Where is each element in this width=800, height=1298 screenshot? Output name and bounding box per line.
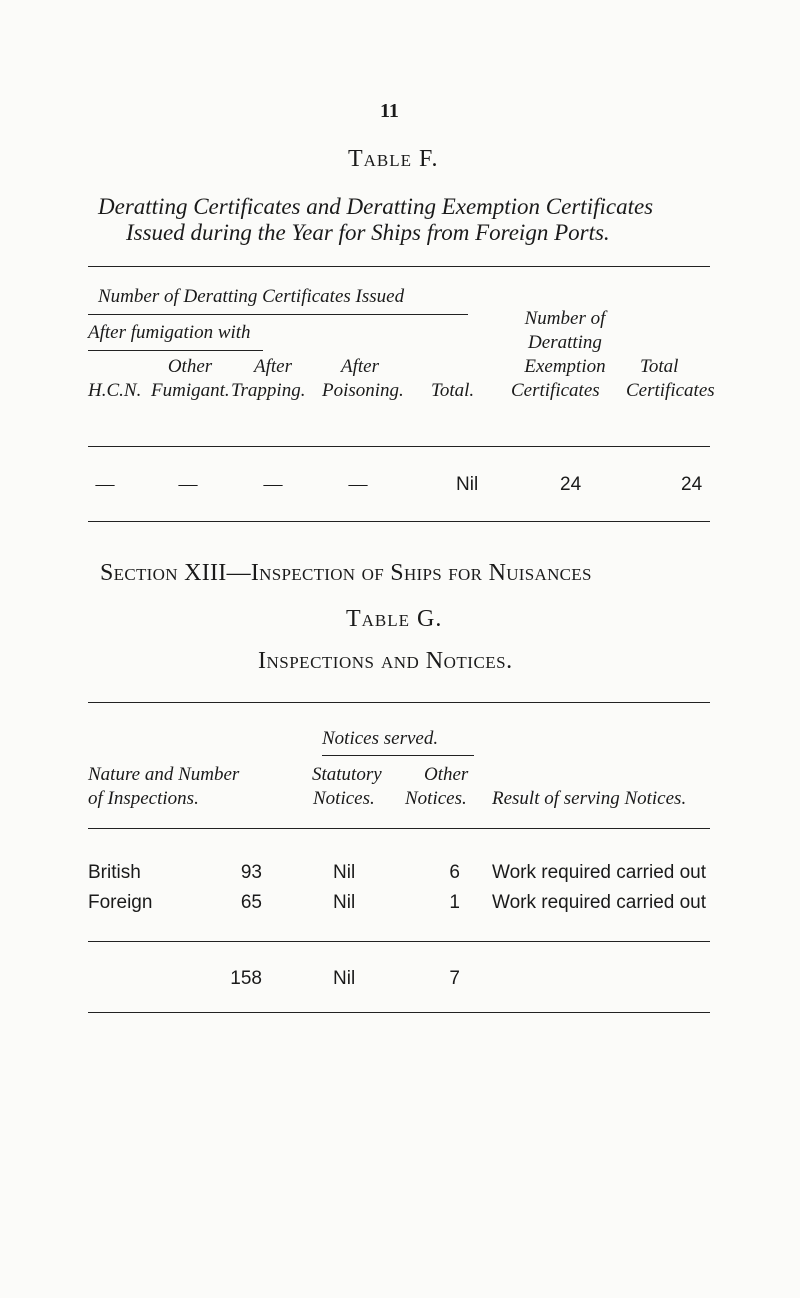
col-trapping-label2: Trapping. [231,380,306,401]
col-exemption-label2: Deratting [528,332,602,353]
row-grand-total-value: 24 [681,474,703,495]
col-nature-label1: Nature and Number [88,764,240,785]
row-label: British [88,862,141,883]
table-g-bottom-rule [88,1012,710,1013]
section-heading: Section XIII—Inspection of Ships for Nuisances [100,560,592,586]
col-trapping-label1: After [254,356,292,377]
col-exemption-label4: Certificates [511,380,600,401]
total-inspections: 158 [230,968,262,989]
row-label: Foreign [88,892,153,913]
col-grand-total-label1: Total [640,356,679,377]
group-header-rule [88,314,468,315]
row-poisoning-value: — [348,474,368,495]
row-other-notices: 6 [449,862,460,883]
row-other-notices: 1 [449,892,460,913]
table-f-group-header: Number of Deratting Certificates Issued [98,286,405,307]
col-result-label: Result of serving Notices. [492,788,687,809]
table-row [0,892,800,918]
table-f-title-line1: Deratting Certificates and Deratting Exemption Certificates [98,194,654,219]
row-result: Work required carried out [492,862,707,883]
row-result: Work required carried out [492,892,707,913]
total-statutory-notices: Nil [333,968,356,989]
row-statutory-notices: Nil [333,862,356,883]
col-exemption-label3: Exemption [524,356,606,377]
col-nature-label2: of Inspections. [88,788,199,809]
subgroup-header-rule [88,350,263,351]
table-f-title-line2: Issued during the Year for Ships from Foreign Ports. [126,220,610,245]
table-f-bottom-rule [88,521,710,522]
notices-served-rule [322,755,474,756]
col-other-fumigant-label2: Fumigant. [151,380,230,401]
row-inspection-count: 93 [240,862,262,883]
table-f-header-rule [88,446,710,447]
col-grand-total-label2: Certificates [626,380,715,401]
row-total-value: Nil [456,474,479,495]
notices-served-header: Notices served. [322,728,439,749]
col-statutory-label2: Notices. [313,788,375,809]
table-g-heading: Table G. [346,606,443,632]
table-g-header-rule [88,828,710,829]
row-exemption-value: 24 [560,474,582,495]
table-g-totals-rule [88,941,710,942]
row-inspection-count: 65 [240,892,262,913]
col-total-label: Total. [431,380,475,401]
page-number: 11 [380,100,399,122]
row-other-fumigant-value: — [178,474,198,495]
table-g-subheading: Inspections and Notices. [258,648,513,674]
col-poisoning-label2: Poisoning. [322,380,404,401]
row-statutory-notices: Nil [333,892,356,913]
table-g-top-rule [88,702,710,703]
col-poisoning-label1: After [341,356,379,377]
col-other-notices-label2: Notices. [405,788,467,809]
total-other-notices: 7 [449,968,460,989]
table-f-heading: Table F. [348,146,439,172]
col-hcn-label: H.C.N. [88,380,142,401]
col-other-notices-label1: Other [424,764,469,785]
table-f-top-rule [88,266,710,267]
table-f-subgroup-header: After fumigation with [88,322,251,343]
col-other-fumigant-label1: Other [167,356,213,377]
table-row [0,862,800,888]
col-exemption-label1: Number of [524,308,606,329]
row-trapping-value: — [263,474,283,495]
col-statutory-label1: Statutory [312,764,382,785]
row-hcn-value: — [95,474,115,495]
